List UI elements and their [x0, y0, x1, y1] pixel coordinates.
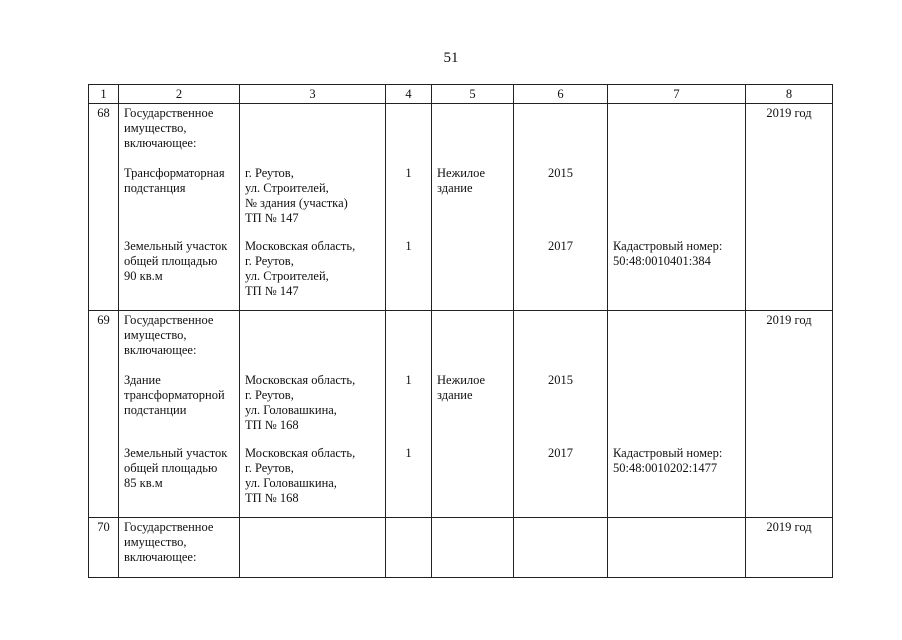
cell-address — [240, 518, 386, 578]
item-address: Московская область, — [245, 446, 356, 460]
item-type: Нежилое — [437, 373, 486, 387]
item-type: Нежилое — [437, 166, 486, 180]
item-address: г. Реутов, — [245, 388, 294, 402]
item-name: общей площадью — [124, 461, 218, 475]
item-address: ул. Головашкина, — [245, 403, 337, 417]
column-header-row — [89, 85, 833, 104]
item-name: Трансформаторная — [124, 166, 225, 180]
cell-quantity — [386, 518, 432, 578]
item-address: ул. Строителей, — [245, 269, 329, 283]
item-note: 50:48:0010202:1477 — [613, 461, 718, 475]
item-address: Московская область, — [245, 239, 356, 253]
cell-year-built — [514, 104, 608, 311]
item-address: г. Реутов, — [245, 166, 294, 180]
item-note: Кадастровый номер: — [613, 446, 723, 460]
cell-name — [119, 518, 240, 578]
group-header: Государственное — [124, 520, 214, 534]
item-note: Кадастровый номер: — [613, 239, 723, 253]
cell-number — [89, 104, 119, 311]
page-number: 51 — [443, 50, 459, 66]
table-row — [89, 104, 833, 311]
inclusion-year: 2019 год — [766, 106, 812, 120]
cell-address — [240, 104, 386, 311]
item-address: ТП № 147 — [245, 211, 299, 225]
item-year-built: 2015 — [548, 373, 573, 387]
cell-number — [89, 311, 119, 518]
item-year-built: 2017 — [548, 446, 573, 460]
item-year-built: 2017 — [548, 239, 573, 253]
cell-type — [432, 311, 514, 518]
row-number: 70 — [97, 520, 110, 534]
group-header: имущество, — [124, 535, 187, 549]
item-note: 50:48:0010401:384 — [613, 254, 711, 268]
row-number: 69 — [97, 313, 110, 327]
item-name: трансформаторной — [124, 388, 225, 402]
item-address: ТП № 168 — [245, 491, 299, 505]
column-header: 4 — [386, 85, 432, 104]
column-header: 2 — [119, 85, 240, 104]
cell-note — [608, 518, 746, 578]
group-header: включающее: — [124, 343, 197, 357]
cell-year-built — [514, 311, 608, 518]
item-name: Здание — [124, 373, 161, 387]
cell-year-built — [514, 518, 608, 578]
cell-note — [608, 311, 746, 518]
item-address: ТП № 168 — [245, 418, 299, 432]
item-quantity: 1 — [405, 446, 412, 460]
cell-address — [240, 311, 386, 518]
column-header: 8 — [746, 85, 833, 104]
item-address: № здания (участка) — [245, 196, 348, 210]
cell-name — [119, 311, 240, 518]
cell-year — [746, 104, 833, 311]
item-address: г. Реутов, — [245, 461, 294, 475]
group-header: имущество, — [124, 121, 187, 135]
group-header: включающее: — [124, 550, 197, 564]
group-header: имущество, — [124, 328, 187, 342]
item-year-built: 2015 — [548, 166, 573, 180]
item-type: здание — [437, 181, 473, 195]
item-name: подстанции — [124, 403, 187, 417]
cell-note — [608, 104, 746, 311]
column-header: 7 — [608, 85, 746, 104]
column-header: 6 — [514, 85, 608, 104]
item-name: 90 кв.м — [124, 269, 163, 283]
item-name: общей площадью — [124, 254, 218, 268]
cell-year — [746, 518, 833, 578]
item-address: г. Реутов, — [245, 254, 294, 268]
table-row — [89, 518, 833, 578]
item-address: ул. Строителей, — [245, 181, 329, 195]
column-header: 1 — [89, 85, 119, 104]
cell-name — [119, 104, 240, 311]
item-quantity: 1 — [405, 239, 412, 253]
item-name: Земельный участок — [124, 239, 228, 253]
group-header: Государственное — [124, 106, 214, 120]
cell-type — [432, 104, 514, 311]
cell-number — [89, 518, 119, 578]
item-type: здание — [437, 388, 473, 402]
inclusion-year: 2019 год — [766, 313, 812, 327]
cell-quantity — [386, 104, 432, 311]
cell-year — [746, 311, 833, 518]
item-address: Московская область, — [245, 373, 356, 387]
table-row — [89, 311, 833, 518]
item-name: 85 кв.м — [124, 476, 163, 490]
column-header: 5 — [432, 85, 514, 104]
item-address: ул. Головашкина, — [245, 476, 337, 490]
item-address: ТП № 147 — [245, 284, 299, 298]
item-name: подстанция — [124, 181, 186, 195]
group-header: включающее: — [124, 136, 197, 150]
property-table — [88, 84, 833, 578]
inclusion-year: 2019 год — [766, 520, 812, 534]
row-number: 68 — [97, 106, 110, 120]
cell-type — [432, 518, 514, 578]
column-header: 3 — [240, 85, 386, 104]
cell-quantity — [386, 311, 432, 518]
item-quantity: 1 — [405, 373, 412, 387]
item-name: Земельный участок — [124, 446, 228, 460]
group-header: Государственное — [124, 313, 214, 327]
item-quantity: 1 — [405, 166, 412, 180]
